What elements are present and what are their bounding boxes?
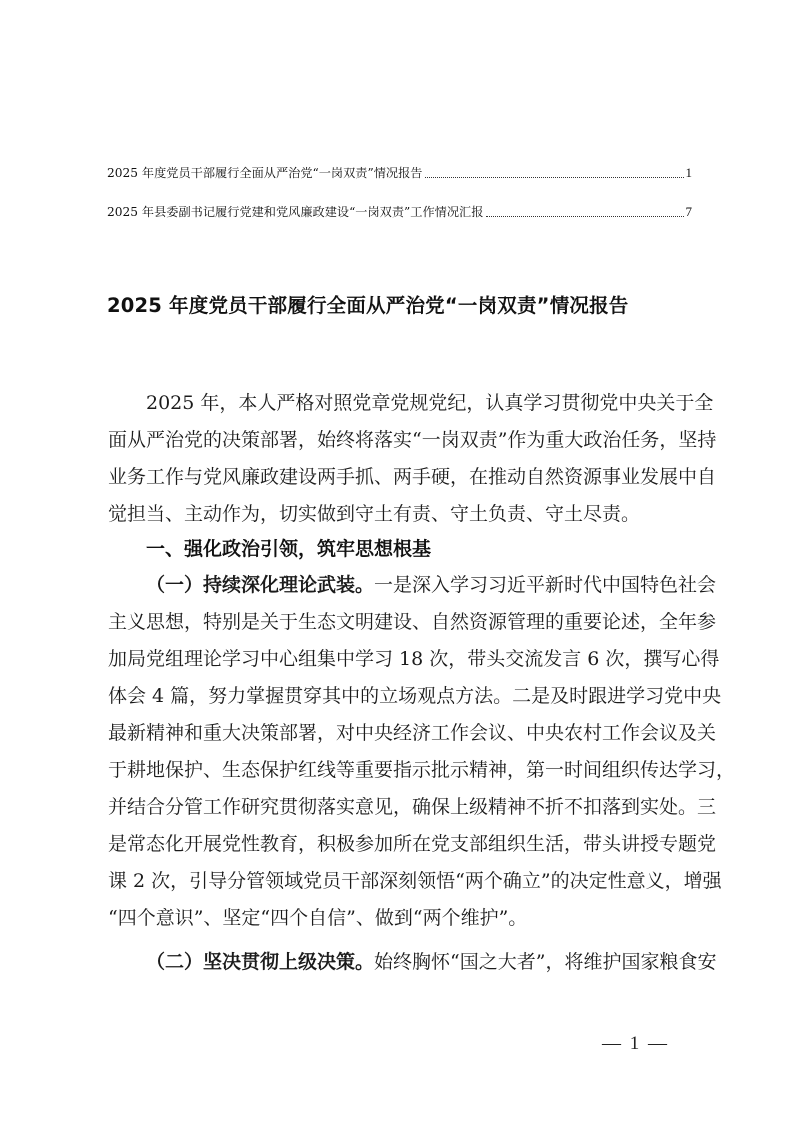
paragraph-line: 2025 年，本人严格对照党章党规党纪，认真学习贯彻党中央关于全: [146, 392, 714, 414]
paragraph-line: “四个意识”、坚定“四个自信”、做到“两个维护”。: [108, 907, 528, 929]
paragraph-line: 课 2 次，引导分管领域党员干部深刻领悟“两个确立”的决定性意义，增强: [108, 870, 722, 892]
section-heading: 一、强化政治引领，筑牢思想根基: [146, 538, 432, 560]
document-title: 2025 年度党员干部履行全面从严治党“一岗双责”情况报告: [107, 294, 629, 317]
paragraph-line: 面从严治党的决策部署，始终将落实“一岗双责”作为重大政治任务，坚持: [108, 429, 717, 451]
paragraph-line: 是常态化开展党性教育，积极参加所在党支部组织生活，带头讲授专题党: [108, 833, 717, 855]
subsection-1-text: 一是深入学习习近平新时代中国特色社会: [374, 574, 717, 596]
paragraph-line: 觉担当、主动作为，切实做到守土有责、守土负责、守土尽责。: [108, 503, 641, 525]
toc-leader-dots: [486, 215, 683, 217]
subsection-1-first-line: [108, 570, 717, 600]
toc-entry-title: 2025 年县委副书记履行党建和党风廉政建设“一岗双责”工作情况汇报: [107, 205, 484, 219]
subsection-2-text: 始终胸怀“国之大者”，将维护国家粮食安: [374, 951, 717, 973]
subsection-2-heading: （二）坚决贯彻上级决策。: [146, 951, 375, 973]
paragraph-line: 并结合分管工作研究贯彻落实意见，确保上级精神不折不扣落到实处。三: [108, 796, 717, 818]
toc-entry-page: 7: [685, 204, 692, 219]
subsection-1-heading: （一）持续深化理论武装。: [146, 574, 375, 596]
toc-entry-title: 2025 年度党员干部履行全面从严治党“一岗双责”情况报告: [107, 166, 423, 180]
page-number: — 1 —: [602, 1033, 669, 1054]
toc-entry[interactable]: [107, 163, 692, 181]
paragraph-line: 最新精神和重大决策部署，对中央经济工作会议、中央农村工作会议及关: [108, 722, 717, 744]
paragraph-line: 体会 4 篇，努力掌握贯穿其中的立场观点方法。二是及时跟进学习党中央: [108, 685, 722, 707]
paragraph-line: 主义思想，特别是关于生态文明建设、自然资源管理的重要论述，全年参: [108, 611, 717, 633]
paragraph-line: 加局党组理论学习中心组集中学习 18 次，带头交流发言 6 次，撰写心得: [108, 648, 720, 670]
paragraph-line: 于耕地保护、生态保护红线等重要指示批示精神，第一时间组织传达学习，: [108, 759, 736, 781]
subsection-2-first-line: [108, 947, 717, 977]
paragraph-line: 业务工作与党风廉政建设两手抓、两手硬，在推动自然资源事业发展中自: [108, 466, 717, 488]
toc-entry-page: 1: [685, 165, 692, 180]
toc-entry[interactable]: [107, 202, 692, 220]
toc-leader-dots: [425, 176, 683, 178]
